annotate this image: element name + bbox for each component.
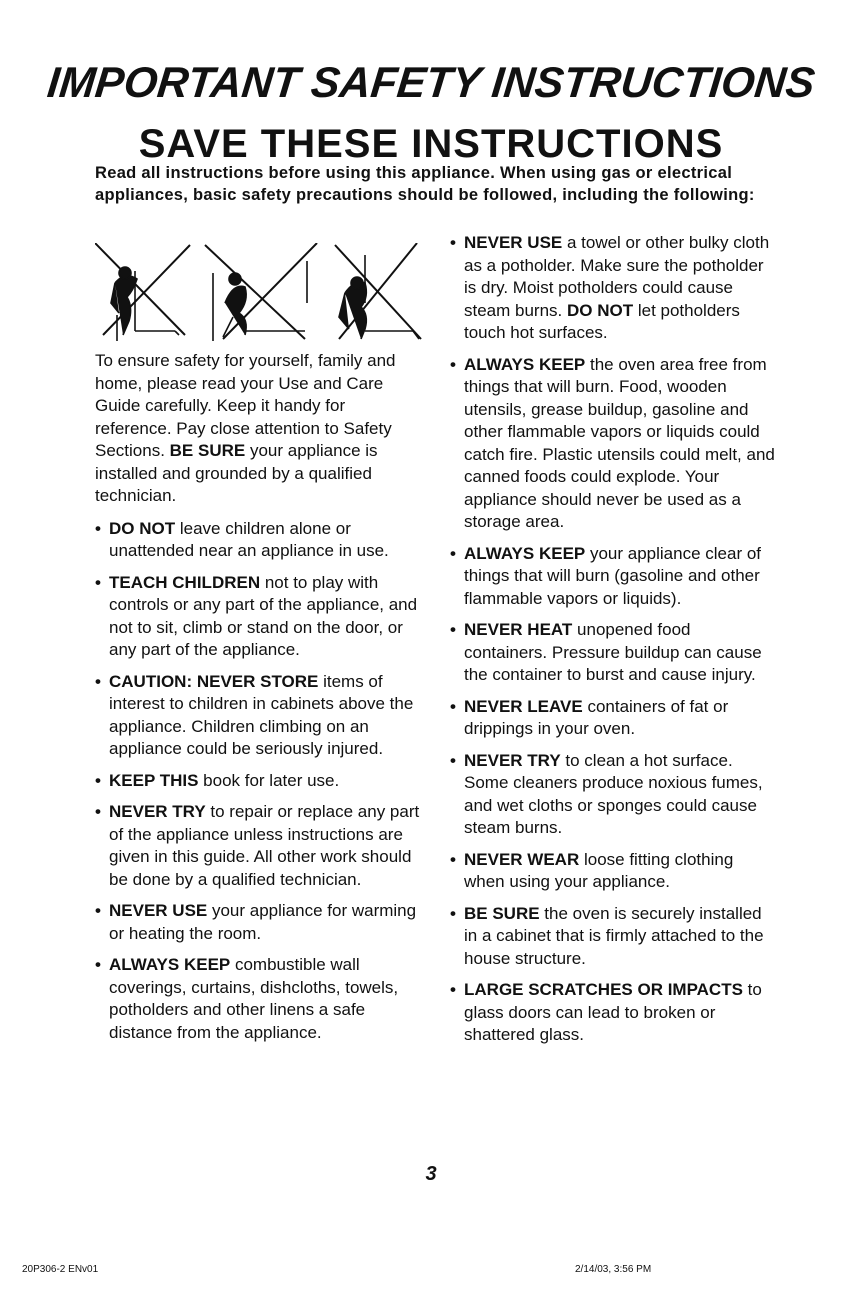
list-item: • KEEP THIS book for later use. [95, 770, 340, 790]
list-item: • BE SURE the oven is securely installed in a cabinet that is firmly attached to the house structure. [450, 903, 764, 968]
list-item: • LARGE SCRATCHES OR IMPACTS to glass doors can lead to broken or shattered glass. [450, 980, 762, 1044]
list-item: • NEVER LEAVE containers of fat or drippings in your oven. [450, 696, 729, 738]
list-item: • ALWAYS KEEP the oven area free from things that will burn. Food, wooden utensils, grease buildup, gasoline and other flammable vapors or liquids could catch fire. Plastic utensils could melt, and canned foods could explode. Your appliance should never be used as a storage area. [450, 354, 775, 531]
list-item: • NEVER TRY to repair or replace any part of the appliance unless instructions are given in this guide. All other work should be done by a qualified technician. [95, 802, 420, 889]
list-item: • ALWAYS KEEP combustible wall coverings, curtains, dishcloths, towels, potholders and other linens a safe distance from the appliance. [95, 955, 399, 1042]
page-subtitle: SAVE THESE INSTRUCTIONS [138, 122, 724, 166]
list-item: • NEVER USE a towel or other bulky cloth as a potholder. Make sure the potholder is dry. Moist potholders could cause steam burns. DO NOT let potholders touch hot surfaces. [450, 233, 770, 342]
page-title: IMPORTANT SAFETY INSTRUCTIONS [45, 59, 818, 107]
footer-timestamp: 2/14/03, 3:56 PM [575, 1264, 652, 1275]
child-warning-illustrations [95, 243, 425, 343]
intro-paragraph: To ensure safety for yourself, family and home, please read your Use and Care Guide carefully. Keep it handy for reference. Pay close attention to Safety Sections. BE SURE your appliance is installed and grounded by a qualified technician. [95, 351, 396, 505]
list-item: • ALWAYS KEEP your appliance clear of things that will burn (gasoline and other flammable vapors or liquids). [450, 543, 762, 608]
list-item: • NEVER TRY to clean a hot surface. Some cleaners produce noxious fumes, and wet cloths or sponges could cause steam burns. [450, 750, 763, 837]
right-column [450, 232, 775, 1056]
list-item: • DO NOT leave children alone or unattended near an appliance in use. [95, 518, 389, 560]
child-reaching-icon [335, 243, 421, 339]
list-item: • NEVER WEAR loose fitting clothing when using your appliance. [450, 849, 734, 891]
list-item: • CAUTION: NEVER STORE items of interest to children in cabinets above the appliance. Children climbing on an appliance could be seriously injured. [95, 671, 414, 758]
footer-doc-code: 20P306-2 ENv01 [22, 1264, 99, 1275]
intro-text: Read all instructions before using this appliance. When using gas or electrical appliances, basic safety precautions should be followed, including the following: [95, 164, 755, 204]
child-climbing-icon [205, 243, 317, 341]
page-number: 3 [425, 1163, 437, 1185]
child-on-door-icon [95, 243, 190, 341]
list-item: • NEVER HEAT unopened food containers. Pressure buildup can cause the container to burst and cause injury. [450, 620, 762, 684]
list-item: • NEVER USE your appliance for warming or heating the room. [95, 901, 417, 943]
list-item: • TEACH CHILDREN not to play with controls or any part of the appliance, and not to sit, climb or stand on the door, or any part of the appliance. [95, 572, 418, 659]
left-column [95, 350, 425, 1053]
